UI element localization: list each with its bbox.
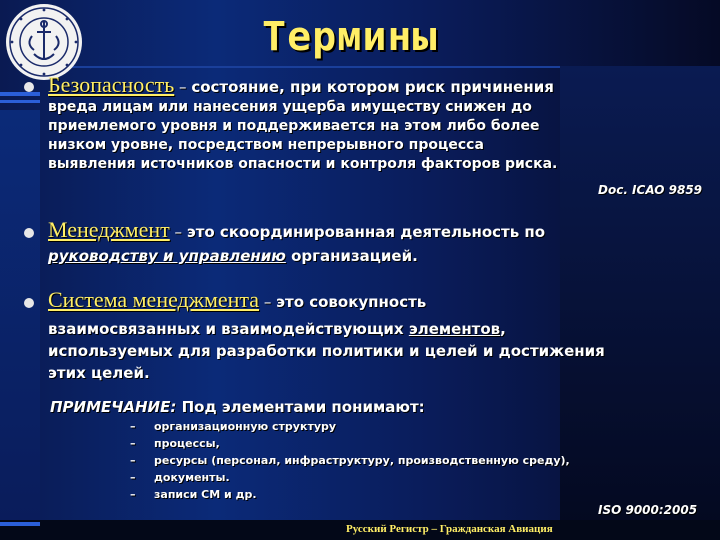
bullet-icon (24, 82, 34, 92)
slide-title: Термины (262, 14, 438, 60)
dash-marker: – (130, 437, 136, 450)
russian-register-emblem-icon (4, 2, 84, 82)
underlined-phrase: элементов (408, 320, 501, 338)
term-item-management-system (48, 287, 718, 384)
term-definition-line: используемых для разработки политики и целей и достижения (48, 342, 605, 360)
term-definition-line (48, 318, 718, 340)
term-definition-line: этих целей. (48, 364, 150, 382)
standard-reference: ISO 9000:2005 (598, 503, 698, 517)
term-dash: – (174, 78, 192, 96)
left-strip (0, 110, 40, 530)
list-item-text: документы. (154, 471, 230, 484)
note-label: ПРИМЕЧАНИЕ: (50, 398, 177, 416)
accent-bar (0, 100, 40, 103)
note (50, 398, 425, 416)
term-definition-line: приемлемого уровня и поддерживается на этом либо более (48, 118, 540, 134)
term-definition-line: это скоординированная деятельность по (186, 223, 546, 241)
bullet-icon (24, 228, 34, 238)
source-reference: Doc. ICAO 9859 (598, 183, 703, 197)
definition-text: , (500, 320, 506, 338)
list-item-text: процессы, (154, 437, 220, 450)
term-definition-line: состояние, при котором риск причинения (191, 78, 554, 96)
term-dash: – (169, 223, 187, 241)
term-title: Менеджмент (48, 217, 170, 242)
footer-text: Русский Регистр – Гражданская Авиация (346, 523, 553, 535)
bullet-icon (24, 298, 34, 308)
dash-marker: – (130, 420, 136, 433)
list-item-text: записи СМ и др. (154, 488, 257, 501)
term-dash: – (259, 293, 277, 311)
definition-text: организацией. (285, 247, 418, 265)
term-title: Система менеджмента (48, 287, 260, 312)
list-item-text: ресурсы (персонал, инфраструктуру, производственную среду), (154, 454, 570, 467)
dash-marker: – (130, 471, 136, 484)
term-definition-line (48, 247, 718, 266)
accent-bar (0, 92, 40, 96)
term-item-management (48, 217, 718, 266)
definition-text: взаимосвязанных и взаимодействующих (48, 320, 409, 338)
term-title: Безопасность (48, 72, 175, 97)
term-item-safety (48, 72, 718, 174)
dash-marker: – (130, 488, 136, 501)
underlined-phrase: руководству и управлению (48, 247, 286, 265)
footer-accent (0, 522, 40, 526)
term-definition-line: низком уровне, посредством непрерывного процесса (48, 137, 484, 153)
term-definition-line: это совокупность (276, 293, 427, 311)
dash-marker: – (130, 454, 136, 467)
term-definition-line: вреда лицам или нанесения ущерба имуществу снижен до (48, 99, 532, 115)
term-definition-line: выявления источников опасности и контроля факторов риска. (48, 156, 558, 172)
list-item-text: организационную структуру (154, 420, 337, 433)
note-text: Под элементами понимают: (176, 398, 425, 416)
